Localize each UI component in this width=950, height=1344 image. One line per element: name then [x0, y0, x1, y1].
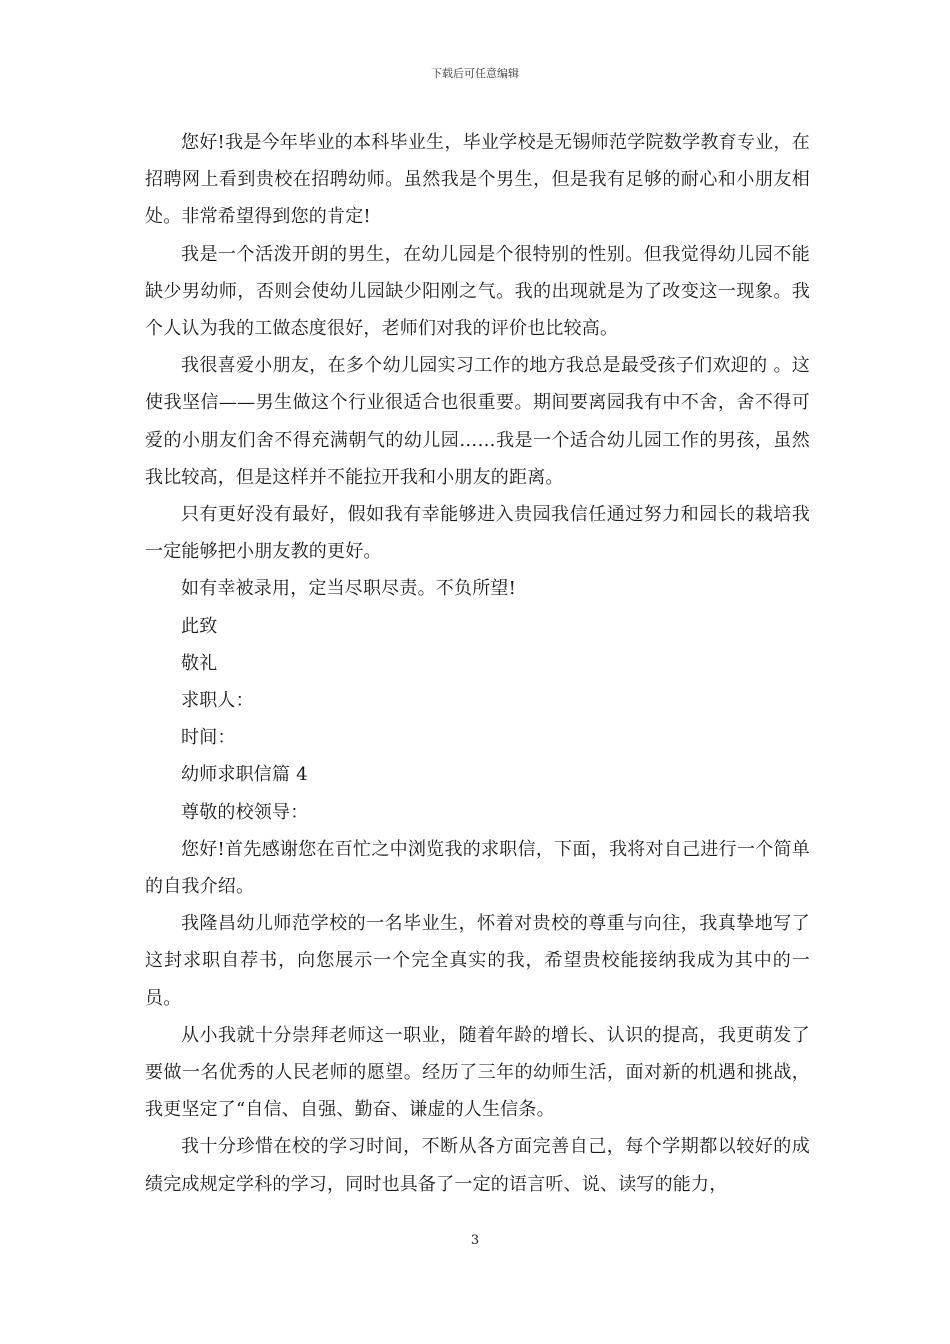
- salutation: 尊敬的校领导：: [181, 801, 309, 823]
- paragraph: 我十分珍惜在校的学习时间，不断从各方面完善自己，每个学期都以较好的成绩完成规定学科的学习，同时也具备了一定的语言听、说、读写的能力，: [145, 1136, 810, 1195]
- paragraph: 只有更好没有最好，假如我有幸能够进入贵园我信任通过努力和园长的栽培我一定能够把小朋友教的更好。: [145, 504, 810, 563]
- paragraph: 我隆昌幼儿师范学校的一名毕业生，怀着对贵校的尊重与向往，我真挚地写了这封求职自荐书，向您展示一个完全真实的我，希望贵校能接纳我成为其中的一员。: [145, 913, 810, 1009]
- signature-line: 求职人：: [181, 690, 254, 712]
- paragraph: 如有幸被录用，定当尽职尽责。不负所望!: [181, 578, 517, 600]
- page-number: 3: [470, 1233, 480, 1248]
- closing-line: 此致: [181, 615, 218, 637]
- paragraph: 从小我就十分崇拜老师这一职业，随着年龄的增长、认识的提高，我更萌发了要做一名优秀的人民老师的愿望。经历了三年的幼师生活，面对新的机遇和挑战，我更坚定了“自信、自强、勤奋、谦虚的人生信条。: [145, 1024, 810, 1121]
- closing-line: 敬礼: [181, 652, 218, 674]
- paragraph: 您好!我是今年毕业的本科毕业生，毕业学校是无锡师范学院数学教育专业，在招聘网上看到贵校在招聘幼师。虽然我是个男生，但是我有足够的耐心和小朋友相处。非常希望得到您的肯定!: [145, 132, 810, 228]
- document-body: [145, 124, 810, 1203]
- paragraph: 您好!首先感谢您在百忙之中浏览我的求职信，下面，我将对自己进行一个简单的自我介绍。: [145, 838, 810, 898]
- paragraph: 我是一个活泼开朗的男生，在幼儿园是个很特别的性别。但我觉得幼儿园不能缺少男幼师，否则会使幼儿园缺少阳刚之气。我的出现就是为了改变这一现象。我个人认为我的工做态度很好，老师们对我的评价也比较高。: [145, 243, 810, 340]
- paragraph: 我很喜爱小朋友，在多个幼儿园实习工作的地方我总是最受孩子们欢迎的 。这使我坚信——男生做这个行业很适合也很重要。期间要离园我有中不舍，舍不得可爱的小朋友们舍不得充满朝气的幼儿园……我是一个适合幼儿园工作的男孩，虽然我比较高，但是这样并不能拉开我和小朋友的距离。: [145, 355, 810, 488]
- section-title: 幼师求职信篇 4: [181, 764, 308, 786]
- date-line: 时间：: [181, 727, 236, 749]
- page-header: 下载后可任意编辑: [431, 67, 519, 80]
